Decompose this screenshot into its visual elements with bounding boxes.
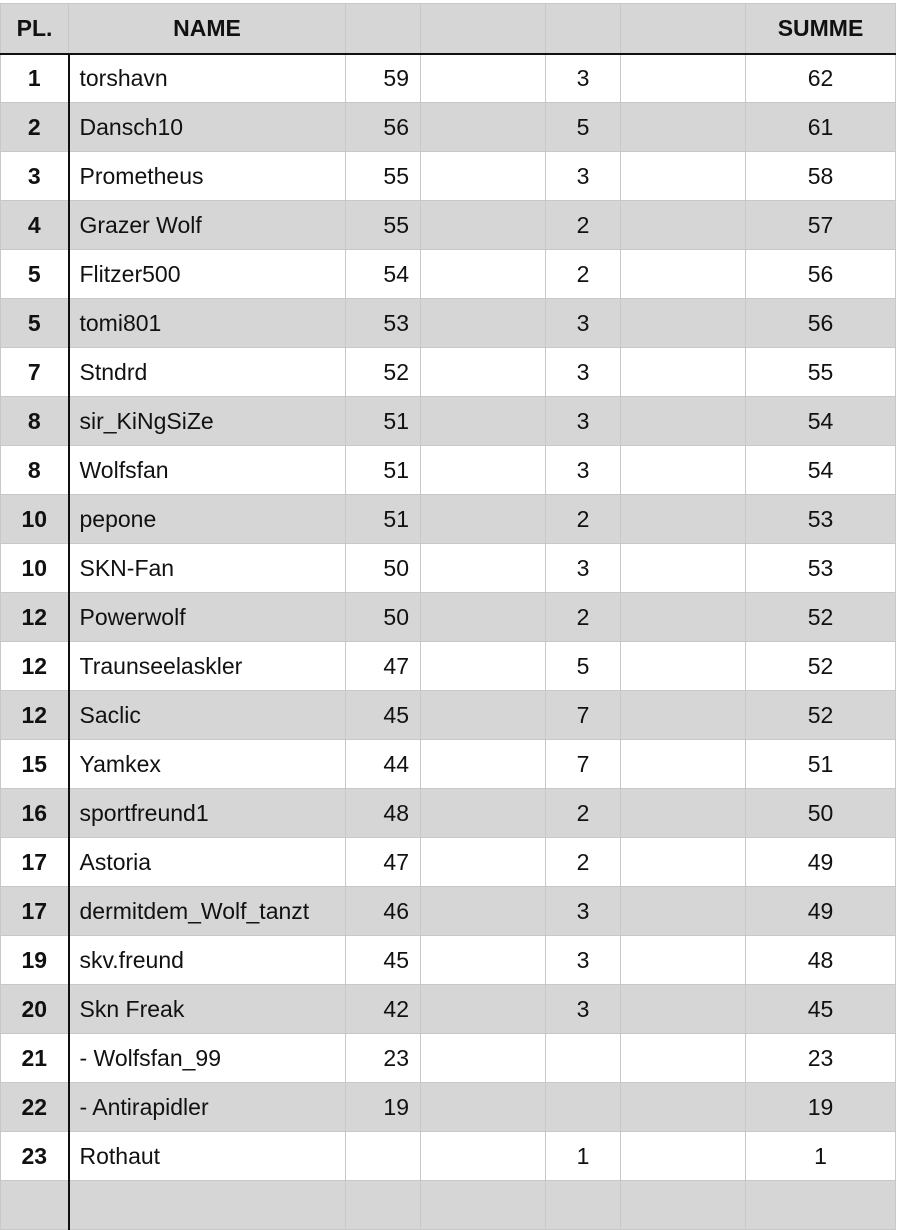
- bonus-cell: 3: [546, 887, 621, 936]
- table-row: [1, 691, 896, 740]
- empty-cell: [621, 1083, 746, 1132]
- points-cell: 19: [346, 1083, 421, 1132]
- empty-cell: [621, 446, 746, 495]
- points-cell: [346, 1181, 421, 1230]
- empty-cell: [421, 740, 546, 789]
- place-cell: [1, 1181, 69, 1230]
- total-cell: 56: [746, 299, 896, 348]
- empty-cell: [421, 838, 546, 887]
- bonus-cell: [546, 1034, 621, 1083]
- name-cell: - Wolfsfan_99: [69, 1034, 346, 1083]
- name-cell: Stndrd: [69, 348, 346, 397]
- empty-cell: [621, 103, 746, 152]
- points-cell: 55: [346, 201, 421, 250]
- empty-cell: [421, 348, 546, 397]
- points-cell: 42: [346, 985, 421, 1034]
- table-row: [1, 54, 896, 103]
- header-sum: SUMME: [746, 4, 896, 54]
- place-cell: 19: [1, 936, 69, 985]
- table-row: [1, 397, 896, 446]
- empty-cell: [421, 789, 546, 838]
- total-cell: 56: [746, 250, 896, 299]
- points-cell: 23: [346, 1034, 421, 1083]
- total-cell: 45: [746, 985, 896, 1034]
- empty-cell: [421, 1034, 546, 1083]
- empty-cell: [621, 544, 746, 593]
- empty-cell: [421, 691, 546, 740]
- table-row: [1, 1181, 896, 1230]
- empty-cell: [421, 446, 546, 495]
- place-cell: 12: [1, 593, 69, 642]
- header-col6: [621, 4, 746, 54]
- empty-cell: [621, 936, 746, 985]
- bonus-cell: 3: [546, 348, 621, 397]
- name-cell: torshavn: [69, 54, 346, 103]
- bonus-cell: 3: [546, 152, 621, 201]
- total-cell: 51: [746, 740, 896, 789]
- empty-cell: [621, 495, 746, 544]
- points-cell: 47: [346, 642, 421, 691]
- empty-cell: [421, 887, 546, 936]
- name-cell: Traunseelaskler: [69, 642, 346, 691]
- place-cell: 4: [1, 201, 69, 250]
- name-cell: Flitzer500: [69, 250, 346, 299]
- place-cell: 2: [1, 103, 69, 152]
- points-cell: 51: [346, 397, 421, 446]
- empty-cell: [621, 691, 746, 740]
- empty-cell: [421, 985, 546, 1034]
- empty-cell: [621, 54, 746, 103]
- total-cell: 57: [746, 201, 896, 250]
- total-cell: 61: [746, 103, 896, 152]
- total-cell: 53: [746, 544, 896, 593]
- empty-cell: [421, 397, 546, 446]
- bonus-cell: 5: [546, 103, 621, 152]
- place-cell: 10: [1, 544, 69, 593]
- name-cell: Astoria: [69, 838, 346, 887]
- bonus-cell: 2: [546, 495, 621, 544]
- bonus-cell: 1: [546, 1132, 621, 1181]
- name-cell: dermitdem_Wolf_tanzt: [69, 887, 346, 936]
- total-cell: 23: [746, 1034, 896, 1083]
- total-cell: 49: [746, 887, 896, 936]
- points-cell: 50: [346, 544, 421, 593]
- total-cell: 54: [746, 397, 896, 446]
- bonus-cell: 2: [546, 250, 621, 299]
- name-cell: [69, 1181, 346, 1230]
- empty-cell: [421, 642, 546, 691]
- empty-cell: [421, 1132, 546, 1181]
- empty-cell: [621, 201, 746, 250]
- table-row: [1, 544, 896, 593]
- place-cell: 7: [1, 348, 69, 397]
- empty-cell: [421, 593, 546, 642]
- table-row: [1, 642, 896, 691]
- total-cell: 55: [746, 348, 896, 397]
- name-cell: pepone: [69, 495, 346, 544]
- bonus-cell: 3: [546, 299, 621, 348]
- empty-cell: [421, 544, 546, 593]
- name-cell: Powerwolf: [69, 593, 346, 642]
- table-row: [1, 201, 896, 250]
- total-cell: 52: [746, 593, 896, 642]
- points-cell: [346, 1132, 421, 1181]
- points-cell: 55: [346, 152, 421, 201]
- table-row: [1, 152, 896, 201]
- name-cell: Prometheus: [69, 152, 346, 201]
- points-cell: 45: [346, 691, 421, 740]
- name-cell: Grazer Wolf: [69, 201, 346, 250]
- points-cell: 54: [346, 250, 421, 299]
- bonus-cell: 2: [546, 201, 621, 250]
- header-row: [1, 4, 896, 54]
- points-cell: 48: [346, 789, 421, 838]
- place-cell: 21: [1, 1034, 69, 1083]
- place-cell: 23: [1, 1132, 69, 1181]
- empty-cell: [621, 152, 746, 201]
- empty-cell: [621, 887, 746, 936]
- header-col5: [546, 4, 621, 54]
- bonus-cell: 2: [546, 838, 621, 887]
- total-cell: 58: [746, 152, 896, 201]
- bonus-cell: 3: [546, 54, 621, 103]
- empty-cell: [421, 299, 546, 348]
- empty-cell: [621, 593, 746, 642]
- points-cell: 52: [346, 348, 421, 397]
- bonus-cell: 3: [546, 936, 621, 985]
- table-row: [1, 348, 896, 397]
- table-row: [1, 789, 896, 838]
- empty-cell: [421, 250, 546, 299]
- name-cell: Dansch10: [69, 103, 346, 152]
- empty-cell: [421, 1083, 546, 1132]
- empty-cell: [621, 740, 746, 789]
- name-cell: Rothaut: [69, 1132, 346, 1181]
- place-cell: 12: [1, 691, 69, 740]
- total-cell: 50: [746, 789, 896, 838]
- bonus-cell: [546, 1083, 621, 1132]
- place-cell: 17: [1, 887, 69, 936]
- place-cell: 16: [1, 789, 69, 838]
- empty-cell: [621, 397, 746, 446]
- empty-cell: [621, 1034, 746, 1083]
- bonus-cell: 3: [546, 985, 621, 1034]
- total-cell: 54: [746, 446, 896, 495]
- place-cell: 12: [1, 642, 69, 691]
- place-cell: 3: [1, 152, 69, 201]
- name-cell: SKN-Fan: [69, 544, 346, 593]
- header-place: PL.: [1, 4, 69, 54]
- empty-cell: [621, 985, 746, 1034]
- empty-cell: [421, 103, 546, 152]
- place-cell: 15: [1, 740, 69, 789]
- bonus-cell: 7: [546, 691, 621, 740]
- total-cell: [746, 1181, 896, 1230]
- table-body: [1, 54, 896, 1230]
- table-row: [1, 103, 896, 152]
- table-row: [1, 593, 896, 642]
- points-cell: 50: [346, 593, 421, 642]
- place-cell: 8: [1, 446, 69, 495]
- table-row: [1, 1034, 896, 1083]
- name-cell: Saclic: [69, 691, 346, 740]
- empty-cell: [621, 348, 746, 397]
- name-cell: Yamkex: [69, 740, 346, 789]
- table-row: [1, 887, 896, 936]
- points-cell: 53: [346, 299, 421, 348]
- table-row: [1, 299, 896, 348]
- points-cell: 51: [346, 495, 421, 544]
- header-col3: [346, 4, 421, 54]
- points-cell: 56: [346, 103, 421, 152]
- name-cell: sportfreund1: [69, 789, 346, 838]
- bonus-cell: 3: [546, 446, 621, 495]
- empty-cell: [621, 1181, 746, 1230]
- empty-cell: [621, 250, 746, 299]
- standings-table: [0, 3, 896, 1230]
- total-cell: 52: [746, 691, 896, 740]
- table-row: [1, 740, 896, 789]
- empty-cell: [621, 299, 746, 348]
- empty-cell: [621, 789, 746, 838]
- total-cell: 19: [746, 1083, 896, 1132]
- place-cell: 5: [1, 250, 69, 299]
- total-cell: 1: [746, 1132, 896, 1181]
- place-cell: 8: [1, 397, 69, 446]
- empty-cell: [421, 152, 546, 201]
- header-col4: [421, 4, 546, 54]
- header-name: NAME: [69, 4, 346, 54]
- empty-cell: [621, 1132, 746, 1181]
- points-cell: 44: [346, 740, 421, 789]
- total-cell: 48: [746, 936, 896, 985]
- empty-cell: [421, 54, 546, 103]
- name-cell: Wolfsfan: [69, 446, 346, 495]
- points-cell: 59: [346, 54, 421, 103]
- name-cell: sir_KiNgSiZe: [69, 397, 346, 446]
- place-cell: 10: [1, 495, 69, 544]
- bonus-cell: 3: [546, 544, 621, 593]
- name-cell: tomi801: [69, 299, 346, 348]
- name-cell: skv.freund: [69, 936, 346, 985]
- bonus-cell: 2: [546, 593, 621, 642]
- empty-cell: [621, 838, 746, 887]
- table-row: [1, 250, 896, 299]
- empty-cell: [421, 495, 546, 544]
- empty-cell: [421, 201, 546, 250]
- table-row: [1, 1083, 896, 1132]
- empty-cell: [421, 1181, 546, 1230]
- place-cell: 5: [1, 299, 69, 348]
- table-row: [1, 1132, 896, 1181]
- empty-cell: [621, 642, 746, 691]
- place-cell: 22: [1, 1083, 69, 1132]
- points-cell: 46: [346, 887, 421, 936]
- points-cell: 51: [346, 446, 421, 495]
- table-row: [1, 446, 896, 495]
- name-cell: - Antirapidler: [69, 1083, 346, 1132]
- total-cell: 53: [746, 495, 896, 544]
- table-row: [1, 495, 896, 544]
- total-cell: 52: [746, 642, 896, 691]
- name-cell: Skn Freak: [69, 985, 346, 1034]
- place-cell: 20: [1, 985, 69, 1034]
- bonus-cell: [546, 1181, 621, 1230]
- table-row: [1, 838, 896, 887]
- bonus-cell: 7: [546, 740, 621, 789]
- bonus-cell: 5: [546, 642, 621, 691]
- place-cell: 1: [1, 54, 69, 103]
- points-cell: 47: [346, 838, 421, 887]
- total-cell: 62: [746, 54, 896, 103]
- total-cell: 49: [746, 838, 896, 887]
- bonus-cell: 3: [546, 397, 621, 446]
- empty-cell: [421, 936, 546, 985]
- points-cell: 45: [346, 936, 421, 985]
- table-row: [1, 936, 896, 985]
- place-cell: 17: [1, 838, 69, 887]
- table-row: [1, 985, 896, 1034]
- bonus-cell: 2: [546, 789, 621, 838]
